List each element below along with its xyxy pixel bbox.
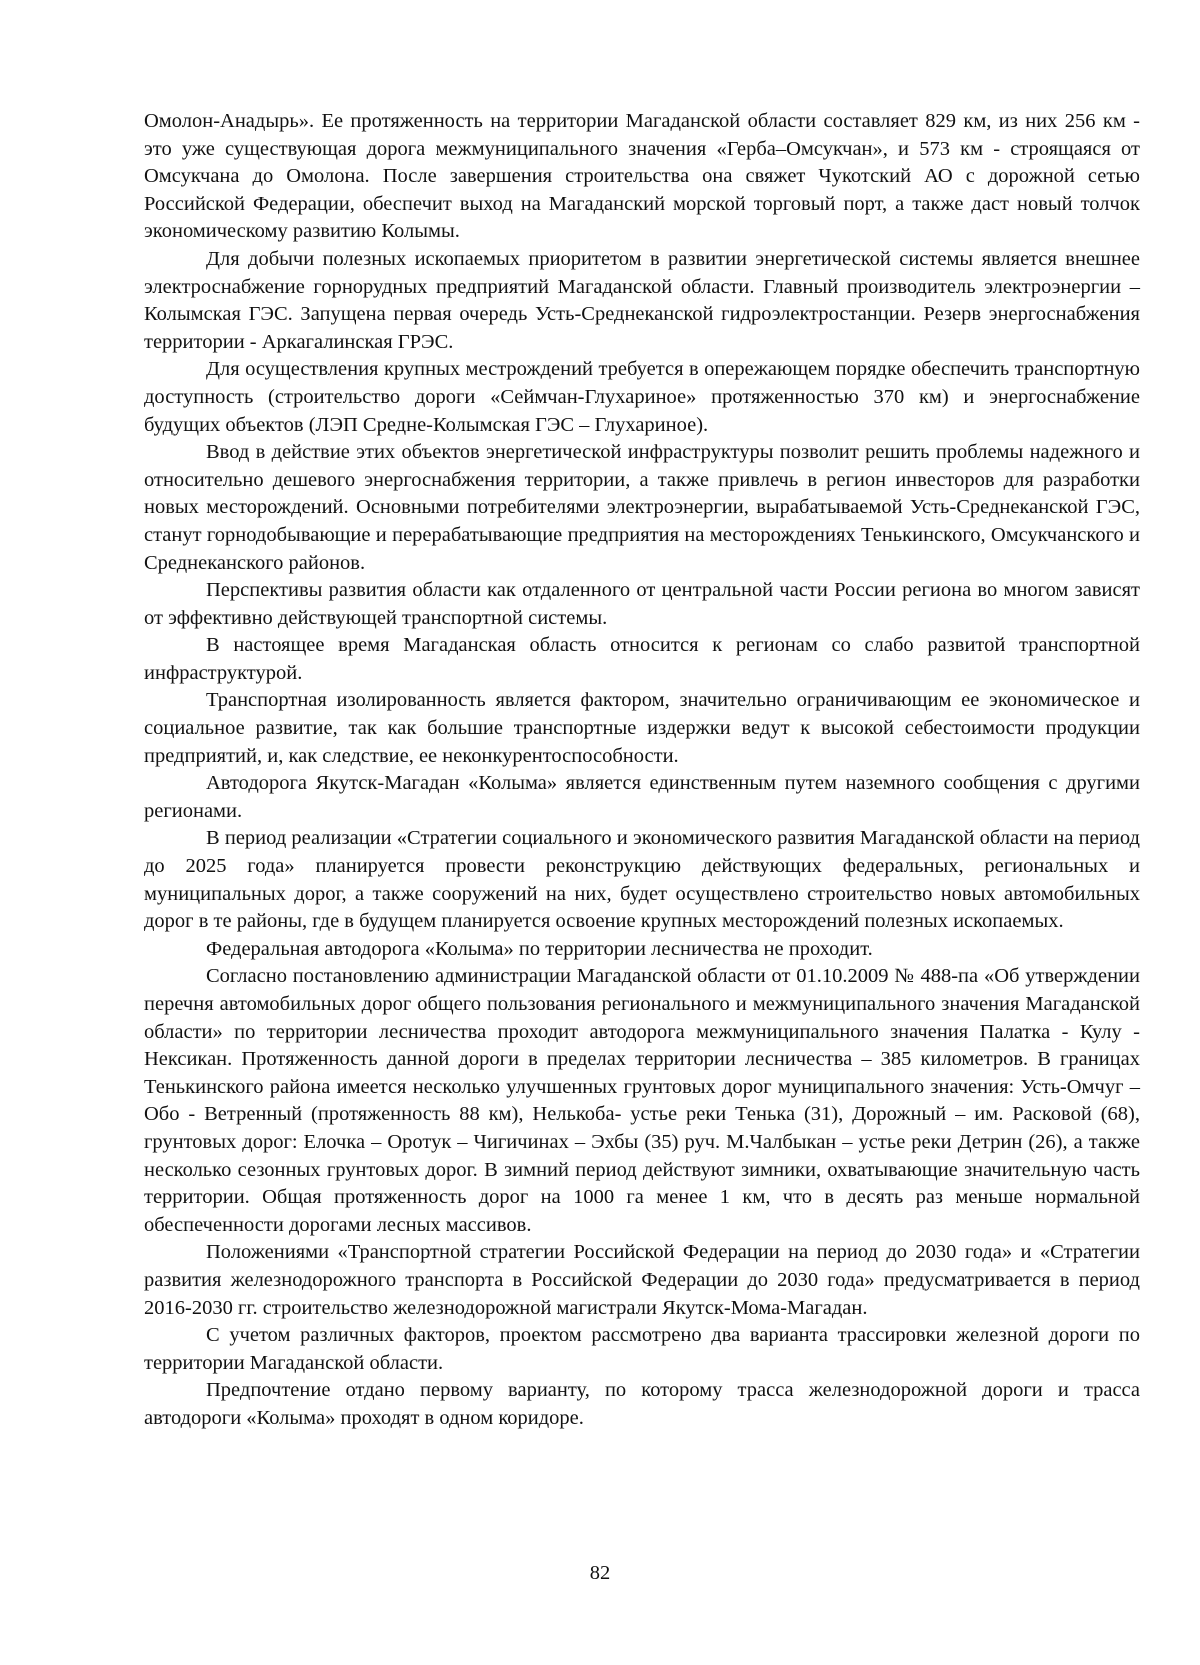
paragraph: В период реализации «Стратегии социального и экономического развития Магаданской области на период до 2025 года» планируется провести реконструкцию действующих федеральных, региональных и муниципальных дорог, а также сооружений на них, будет осуществлено строительство новых автомобильных дорог в те районы, где в будущем планируется освоение крупных месторождений полезных ископаемых. xyxy=(144,827,1140,933)
paragraph: С учетом различных факторов, проектом рассмотрено два варианта трассировки железной дороги по территории Магаданской области. xyxy=(144,1324,1140,1374)
paragraph: Автодорога Якутск-Магадан «Колыма» является единственным путем наземного сообщения с другими регионами. xyxy=(144,772,1140,822)
body-text xyxy=(144,108,1140,1433)
paragraph: В настоящее время Магаданская область относится к регионам со слабо развитой транспортной инфраструктурой. xyxy=(144,634,1140,684)
paragraph: Перспективы развития области как отдаленного от центральной части России региона во многом зависят от эффективно действующей транспортной системы. xyxy=(144,579,1140,629)
paragraph: Для осуществления крупных местрождений требуется в опережающем порядке обеспечить транспортную доступность (строительство дороги «Сеймчан-Глухариное» протяженностью 370 км) и энергоснабжение будущих объектов (ЛЭП Средне-Колымская ГЭС – Глухариное). xyxy=(144,358,1140,436)
paragraph: Положениями «Транспортной стратегии Российской Федерации на период до 2030 года» и «Стратегии развития железнодорожного транспорта в Российской Федерации до 2030 года» предусматривается в период 2016-2030 гг. строительство железнодорожной магистрали Якутск-Мома-Магадан. xyxy=(144,1241,1140,1319)
paragraph: Ввод в действие этих объектов энергетической инфраструктуры позволит решить проблемы надежного и относительно дешевого энергоснабжения территории, а также привлечь в регион инвесторов для разработки новых месторождений. Основными потребителями электроэнергии, вырабатываемой Усть-Среднеканской ГЭС, станут горнодобывающие и перерабатывающие предприятия на месторождениях Тенькинского, Омсукчанского и Среднеканского районов. xyxy=(144,441,1140,574)
paragraph: Предпочтение отдано первому варианту, по которому трасса железнодорожной дороги и трасса автодороги «Колыма» проходят в одном коридоре. xyxy=(144,1379,1140,1429)
paragraph: Согласно постановлению администрации Магаданской области от 01.10.2009 № 488-па «Об утверждении перечня автомобильных дорог общего пользования регионального и межмуниципального значения Магаданской области» по территории лесничества проходит автодорога межмуниципального значения Палатка - Кулу - Нексикан. Протяженность данной дороги в пределах территории лесничества – 385 километров. В границах Тенькинского района имеется несколько улучшенных грунтовых дорог муниципального значения: Усть-Омчуг – Обо - Ветренный (протяженность 88 км), Нелькоба- устье реки Тенька (31), Дорожный – им. Расковой (68), грунтовых дорог: Елочка – Оротук – Чигичинах – Эхбы (35) руч. М.Чалбыкан – устье реки Детрин (26), а также несколько сезонных грунтовых дорог. В зимний период действуют зимники, охватывающие значительную часть территории. Общая протяженность дорог на 1000 га менее 1 км, что в десять раз меньше нормальной обеспеченности дорогами лесных массивов. xyxy=(144,965,1140,1236)
paragraph: Для добычи полезных ископаемых приоритетом в развитии энергетической системы является внешнее электроснабжение горнорудных предприятий Магаданской области. Главный производитель электроэнергии – Колымская ГЭС. Запущена первая очередь Усть-Среднеканской гидроэлектростанции. Резерв энергоснабжения территории - Аркагалинская ГРЭС. xyxy=(144,247,1140,353)
paragraph: Транспортная изолированность является фактором, значительно ограничивающим ее экономическое и социальное развитие, так как большие транспортные издержки ведут к высокой себестоимости продукции предприятий, и, как следствие, ее неконкурентоспособности. xyxy=(144,689,1140,767)
paragraph: Федеральная автодорога «Колыма» по территории лесничества не проходит. xyxy=(206,937,873,960)
paragraph: Омолон-Анадырь». Ее протяженность на территории Магаданской области составляет 829 км, из них 256 км - это уже существующая дорога межмуниципального значения «Герба–Омсукчан», и 573 км - строящаяся от Омсукчана до Омолона. После завершения строительства она свяжет Чукотский АО с дорожной сетью Российской Федерации, обеспечит выход на Магаданский морской торговый порт, а также даст новый толчок экономическому развитию Колымы. xyxy=(144,110,1140,243)
page-number: 82 xyxy=(589,1562,611,1584)
